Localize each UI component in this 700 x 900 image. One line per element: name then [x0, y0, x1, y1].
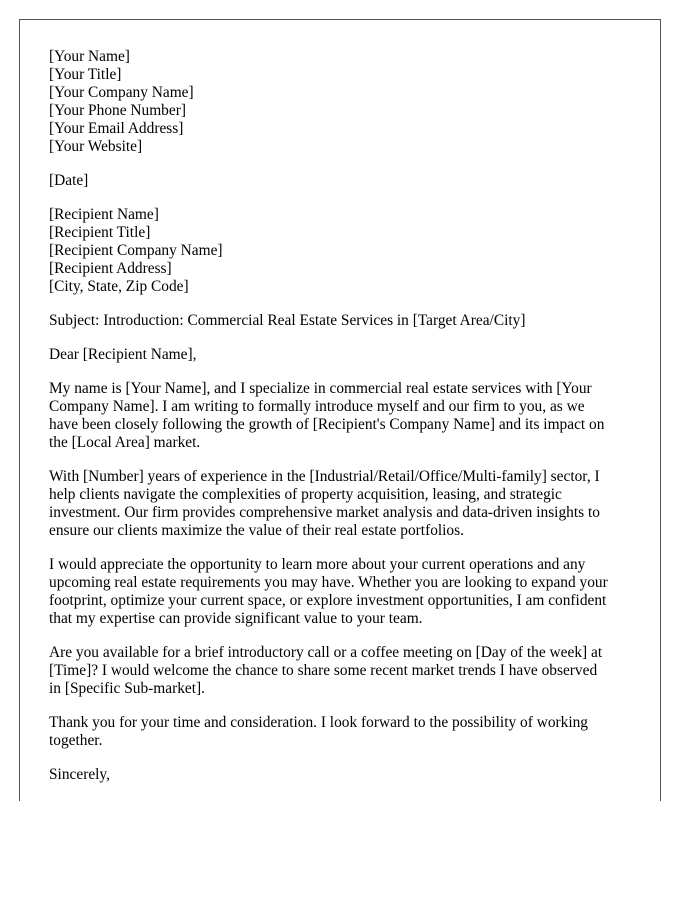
paragraph-experience [49, 468, 639, 540]
recipient-name: [Recipient Name] [49, 206, 159, 223]
paragraph-line: ensure our clients maximize the value of their real estate portfolios. [49, 522, 464, 539]
recipient-address: [Recipient Address] [49, 260, 172, 277]
paragraph-line: in [Specific Sub-market]. [49, 680, 205, 697]
paragraph-line: [Time]? I would welcome the chance to share some recent market trends I have observed [49, 662, 598, 679]
paragraph-line: have been closely following the growth of [Recipient's Company Name] and its impact on [49, 416, 605, 433]
subject-line: Subject: Introduction: Commercial Real Estate Services in [Target Area/City] [49, 312, 526, 329]
recipient-block [49, 206, 639, 296]
paragraph-line: footprint, optimize your current space, or explore investment opportunities, I am confident [49, 592, 607, 609]
recipient-city-state-zip: [City, State, Zip Code] [49, 278, 189, 295]
sender-website: [Your Website] [49, 138, 143, 155]
sender-block [49, 48, 639, 156]
paragraph-intro [49, 380, 639, 452]
paragraph-line: help clients navigate the complexities of property acquisition, leasing, and strategic [49, 486, 562, 503]
paragraph-line: investment. Our firm provides comprehensive market analysis and data-driven insights to [49, 504, 600, 521]
paragraph-line: together. [49, 732, 103, 749]
paragraph-thanks [49, 714, 639, 750]
sender-name: [Your Name] [49, 48, 130, 65]
sender-title: [Your Title] [49, 66, 122, 83]
paragraph-line: Are you available for a brief introductory call or a coffee meeting on [Day of the week] at [49, 644, 603, 661]
sender-phone: [Your Phone Number] [49, 102, 186, 119]
paragraph-line: With [Number] years of experience in the [Industrial/Retail/Office/Multi-family] sector, I [49, 468, 600, 485]
paragraph-line: I would appreciate the opportunity to learn more about your current operations and any [49, 556, 586, 573]
closing: Sincerely, [49, 766, 110, 783]
sender-company: [Your Company Name] [49, 84, 194, 101]
paragraph-meeting [49, 644, 639, 698]
paragraph-line: the [Local Area] market. [49, 434, 201, 451]
paragraph-line: that my expertise can provide significant value to your team. [49, 610, 423, 627]
paragraph-line: Thank you for your time and consideration. I look forward to the possibility of working [49, 714, 588, 731]
letter-body [49, 48, 639, 784]
paragraph-opportunity [49, 556, 639, 628]
salutation: Dear [Recipient Name], [49, 346, 197, 363]
paragraph-line: upcoming real estate requirements you may have. Whether you are looking to expand your [49, 574, 608, 591]
paragraph-line: My name is [Your Name], and I specialize in commercial real estate services with [Your [49, 380, 592, 397]
sender-email: [Your Email Address] [49, 120, 184, 137]
recipient-company: [Recipient Company Name] [49, 242, 223, 259]
letter-date: [Date] [49, 172, 89, 189]
paragraph-line: Company Name]. I am writing to formally introduce myself and our firm to you, as we [49, 398, 585, 415]
recipient-title: [Recipient Title] [49, 224, 151, 241]
